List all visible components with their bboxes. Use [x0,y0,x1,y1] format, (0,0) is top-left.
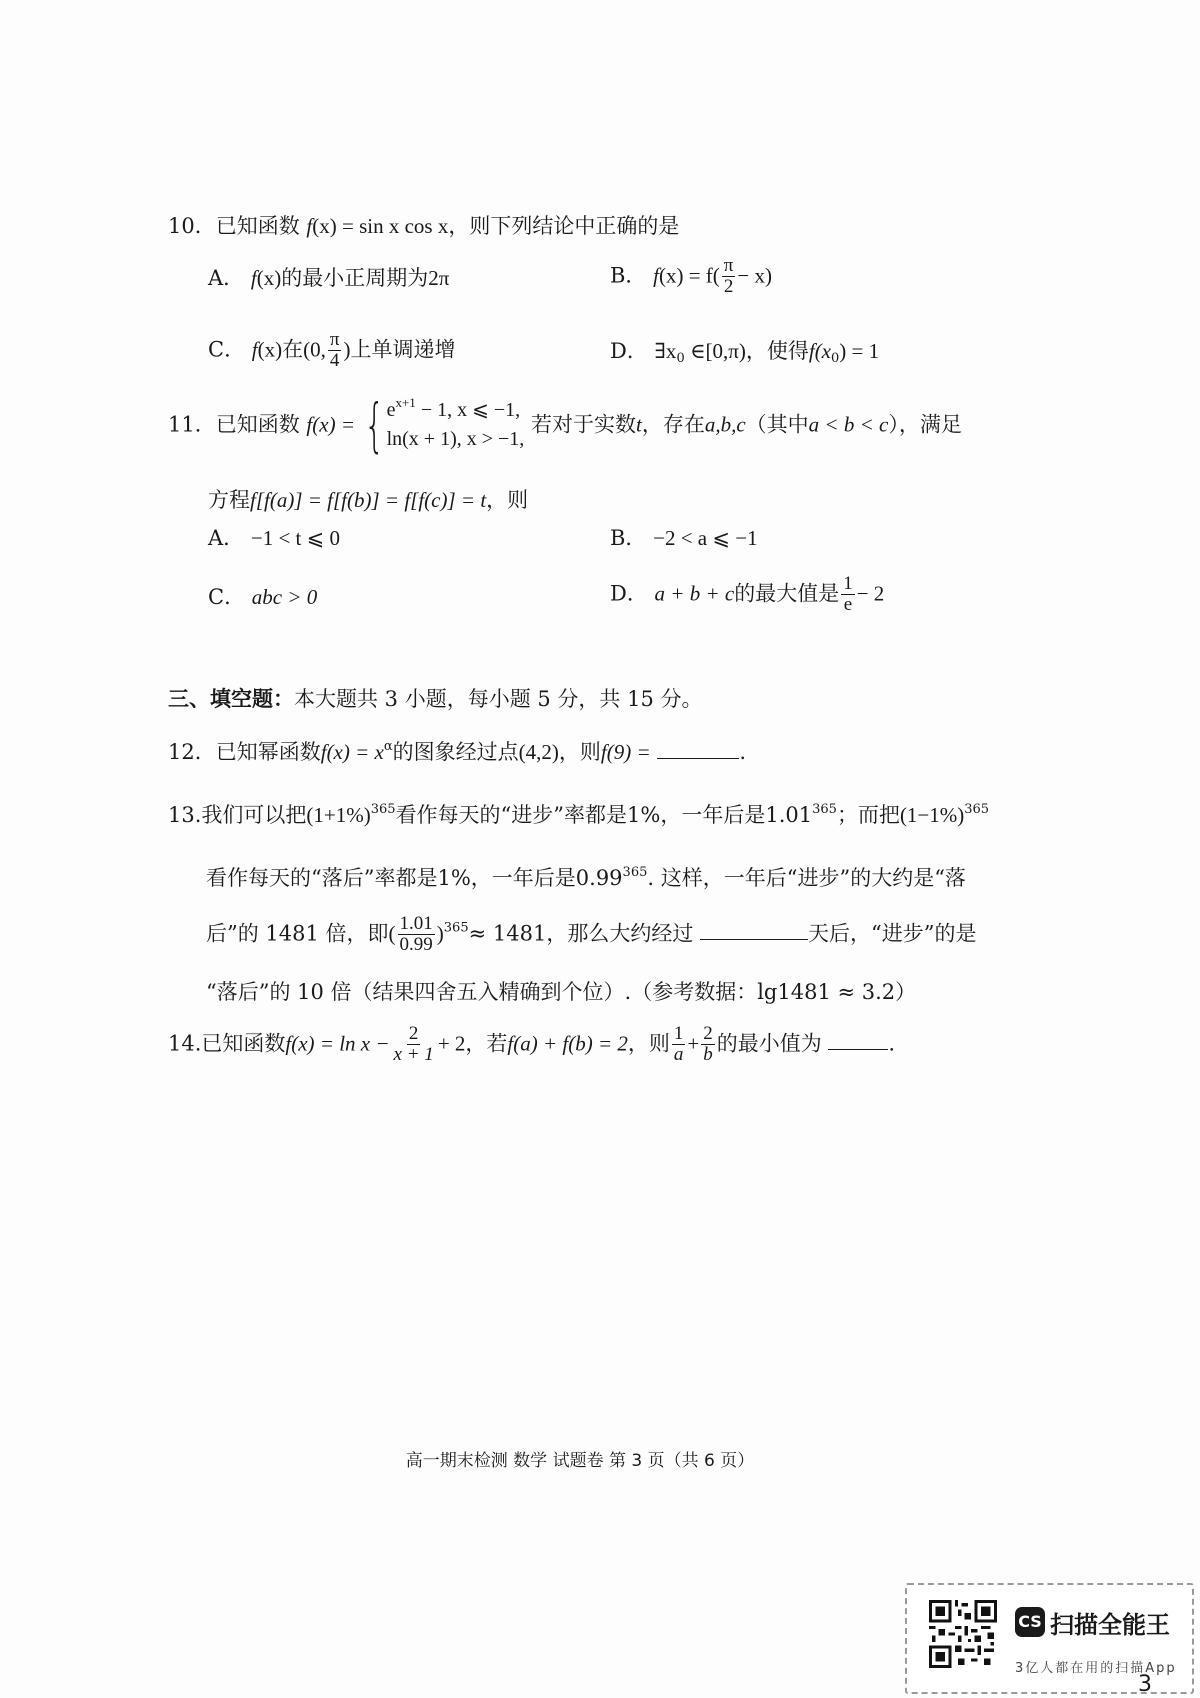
q13-line1: 13.我们可以把$(1+1\%)^{365}$看作每天的“进步”率都是1%，一年后是1.01$^{365}$；而把$(1-1\%)^{365}$ [168,802,990,827]
answer-blank[interactable] [657,742,739,759]
answer-blank[interactable] [828,1033,888,1050]
q11-option-a: A． −1 < t ⩽ 0 [208,526,340,550]
watermark-subtitle: 3亿人都在用的扫描App [1015,1661,1177,1676]
camscanner-logo: CS [1015,1607,1045,1637]
q14: 14.已知函数f(x) = ln x − $\frac{2}{x + 1}$ + 2，若f(a) + f(b) = 2，则 $\frac{1}{a}$ + $\frac{2}{b}$ 的最小值为 . [168,1023,896,1065]
q10-option-b: B． f(x) = f( $\frac{\pi}{2}$ − x) [610,255,772,297]
piecewise-definition: { $e^{x+1} - 1$, x ⩽ −1, ln(x + 1), x > −1, [363,391,525,459]
answer-blank[interactable] [700,923,808,940]
q10-option-c: C． f(x)在(0, $\frac{\pi}{4}$ )上单调递增 [208,329,456,371]
q11-stem: 11．已知函数 f(x) = { $e^{x+1} - 1$, x ⩽ −1, ln(x + 1), x > −1, 若对于实数t，存在a,b,c（其中a < b < c），满足 [168,391,962,459]
q13-line2: 看作每天的“落后”率都是1%，一年后是0.99$^{365}$. 这样，一年后“进步”的大约是“落 [206,865,966,890]
q10-stem: 10．已知函数 f(x) = sin x cos x，则下列结论中正确的是 [168,214,680,238]
q11-option-d: D． a + b + c的最大值是 $\frac{1}{e}$ − 2 [610,573,885,615]
q12: 12．已知幂函数$f(x) = x^\alpha$的图象经过点(4,2)，则f(9) = . [168,739,747,764]
q11-option-b: B． −2 < a ⩽ −1 [610,526,758,550]
q10-option-d: D． $\exists x_0$ ∈[0,π)，使得$f(x_0) = 1$ [610,339,880,366]
section-3-heading: 三、填空题：本大题共 3 小题，每小题 5 分，共 15 分。 [168,686,703,711]
watermark-title: 扫描全能王 [1050,1611,1170,1639]
q10-option-a: A． f(x)的最小正周期为2π [208,266,450,290]
q11-option-c: C． abc > 0 [208,585,318,609]
q13-line3: 后”的 1481 倍，即( $\frac{1.01}{0.99}$ )$^{365}$≈ 1481，那么大约经过 天后，“进步”的是 [206,913,977,955]
qr-code-icon [929,1600,997,1668]
page-footer: 高一期末检测 数学 试题卷 第 3 页（共 6 页） [405,1451,755,1471]
q11-line2: 方程f[f(a)] = f[f(b)] = f[f(c)] = t，则 [208,488,529,512]
page-number: 3 [1138,1672,1152,1697]
q13-line4: “落后”的 10 倍（结果四舍五入精确到个位）.（参考数据：lg1481 ≈ 3.2） [206,980,917,1004]
